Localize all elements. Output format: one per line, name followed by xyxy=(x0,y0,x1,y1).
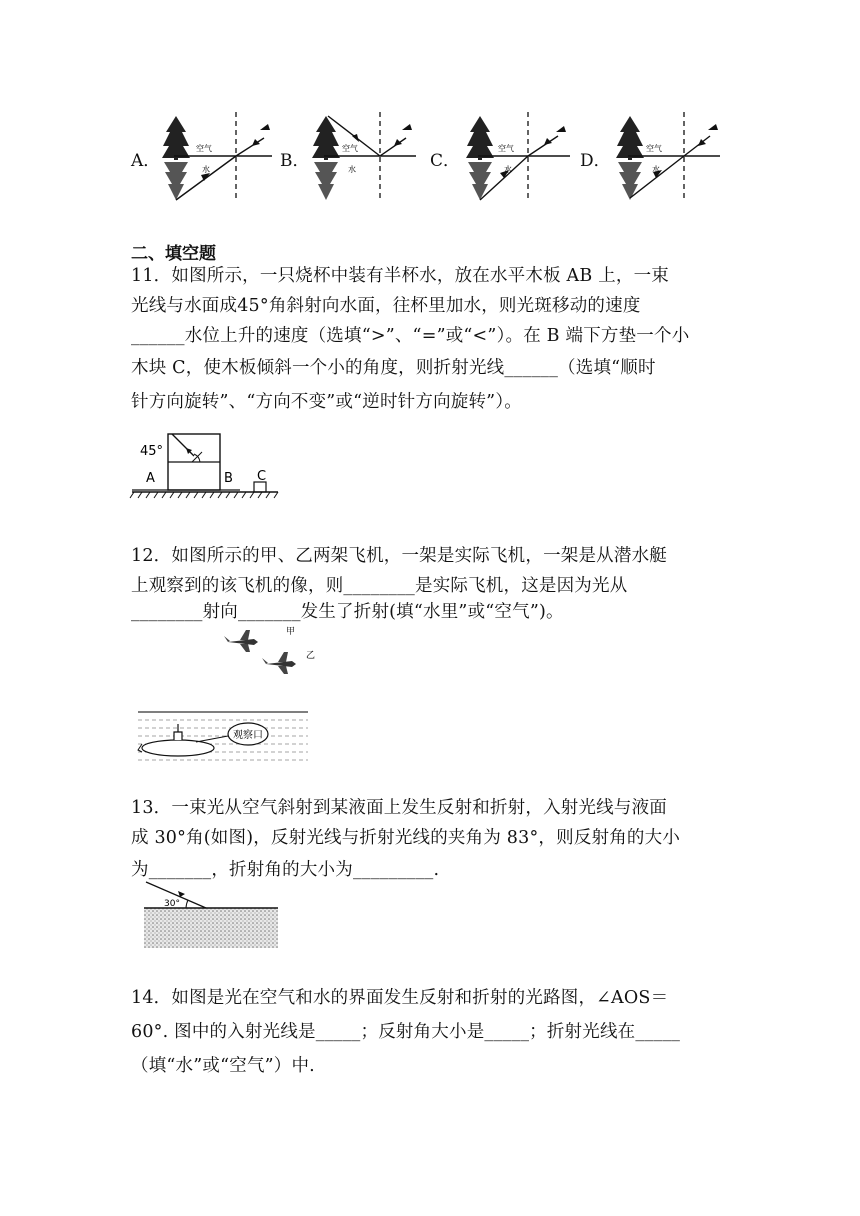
option-c-label: C． xyxy=(430,151,461,171)
q12-line-1: 12．如图所示的甲、乙两架飞机，一架是实际飞机，一架是从潜水艇 xyxy=(131,546,667,566)
option-b-figure xyxy=(306,110,421,202)
option-c-air-label: 空气 xyxy=(498,144,514,153)
option-d-figure xyxy=(608,110,723,202)
section-title: 二、填空题 xyxy=(131,244,216,264)
option-a-figure xyxy=(160,110,275,202)
q13-line-3: 为_______，折射角的大小为_________. xyxy=(131,860,440,880)
q12-label-jia: 甲 xyxy=(286,627,296,637)
option-a-water-label: 水 xyxy=(202,165,210,174)
q11-point-c: C xyxy=(257,469,267,484)
q14-line-3: （填“水”或“空气”）中. xyxy=(131,1056,315,1076)
option-b-label: B． xyxy=(280,151,310,171)
option-a-air-label: 空气 xyxy=(196,144,212,153)
q11-line-2: 光线与水面成45°角斜射向水面，往杯里加水，则光斑移动的速度 xyxy=(131,296,641,316)
q13-figure xyxy=(140,878,280,950)
option-d-air-label: 空气 xyxy=(646,144,662,153)
tree-icon xyxy=(616,116,644,200)
tree-icon xyxy=(162,116,190,200)
option-b-air-label: 空气 xyxy=(342,144,358,153)
q13-line-1: 13．一束光从空气斜射到某液面上发生反射和折射，入射光线与液面 xyxy=(131,798,667,818)
q13-angle-label: 30° xyxy=(164,899,180,909)
eye-icon xyxy=(708,124,718,130)
eye-icon xyxy=(556,126,566,132)
option-d-water-label: 水 xyxy=(652,165,660,174)
q12-line-2: 上观察到的该飞机的像，则________是实际飞机，这是因为光从 xyxy=(131,576,628,596)
submarine-icon xyxy=(138,724,214,756)
option-b-water-label: 水 xyxy=(348,165,356,174)
q12-label-yi: 乙 xyxy=(306,651,316,661)
option-c-water-label: 水 xyxy=(504,165,512,174)
airplane-yi-icon xyxy=(262,652,296,674)
q11-angle-label: 45° xyxy=(140,444,164,459)
eye-icon xyxy=(260,124,270,130)
q11-line-3: ______水位上升的速度（选填“>”、“=”或“<”）。在 B 端下方垫一个小 xyxy=(131,326,690,346)
tree-icon xyxy=(466,116,494,200)
q14-line-1: 14．如图是光在空气和水的界面发生反射和折射的光路图，∠AOS＝ xyxy=(131,988,669,1008)
q11-point-b: B xyxy=(224,471,233,486)
q11-line-4: 木块 C，使木板倾斜一个小的角度，则折射光线______（选填“顺时 xyxy=(131,358,656,378)
q11-line-1: 11．如图所示，一只烧杯中装有半杯水，放在水平木板 AB 上，一束 xyxy=(131,266,669,286)
option-d-label: D． xyxy=(580,151,611,171)
light-ray xyxy=(172,434,194,456)
q11-figure xyxy=(128,430,288,510)
q13-line-2: 成 30°角(如图)，反射光线与折射光线的夹角为 83°，则反射角的大小 xyxy=(131,828,681,848)
q12-figure xyxy=(136,620,316,772)
tree-icon xyxy=(312,116,340,200)
q11-line-5: 针方向旋转”、“方向不变”或“逆时针方向旋转”）。 xyxy=(131,392,522,412)
q11-point-a: A xyxy=(146,471,155,486)
option-c-figure xyxy=(458,110,573,202)
q12-window-label: 观察口 xyxy=(233,730,263,741)
airplane-jia-icon xyxy=(224,630,258,652)
q14-line-2: 60°. 图中的入射光线是_____；反射角大小是_____；折射光线在_____ xyxy=(131,1022,681,1042)
q12-line-3: ________射向_______发生了折射(填“水里”或“空气”)。 xyxy=(131,602,564,622)
liquid xyxy=(144,908,278,948)
eye-icon xyxy=(402,124,412,130)
option-a-label: A． xyxy=(131,151,161,171)
